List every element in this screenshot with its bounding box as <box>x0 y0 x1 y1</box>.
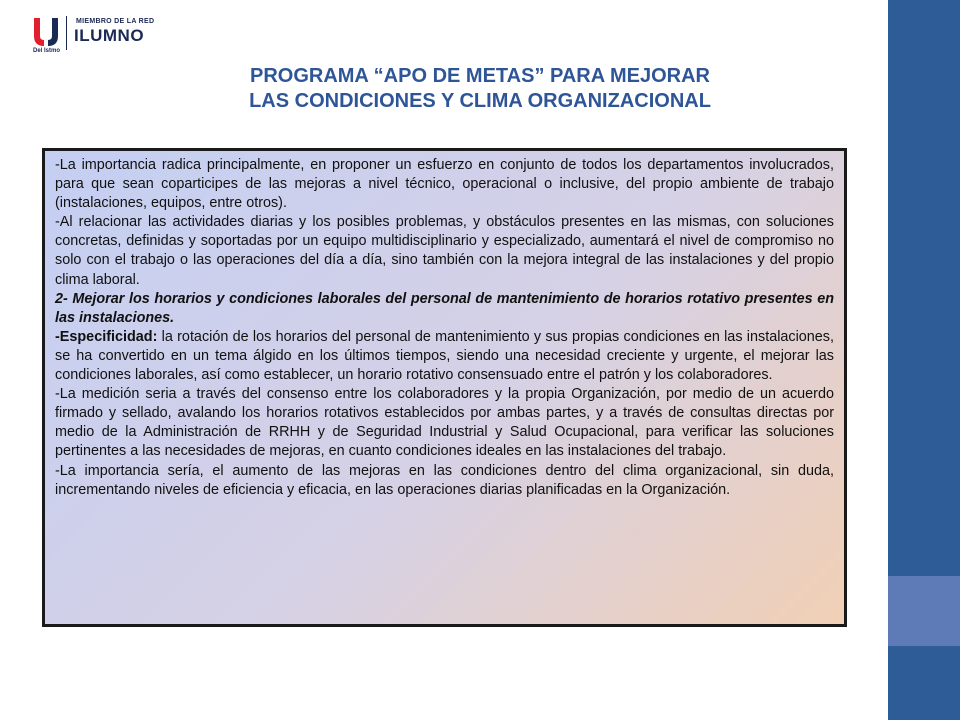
sidebar-band-bottom <box>888 646 960 720</box>
paragraph-activities: -Al relacionar las actividades diarias y los posibles problemas, y obstáculos presentes en las mismas, con soluciones concretas, definidas y soportadas por un equipo multidisciplinario y especializado, aumentará el nivel de compromiso no solo con el trabajo o las operaciones del día a día, sino también con la mejora integral de las instalaciones y del propio clima laboral. <box>55 214 834 288</box>
logo-brand: ILUMNO <box>74 26 145 45</box>
sidebar-band-accent <box>888 576 960 646</box>
specificity-text: la rotación de los horarios del personal de mantenimiento y sus propias condiciones en las instalaciones, se ha convertido en un tema álgido en los últimos tiempos, siendo una necesidad creciente y urgente, el mejorar las condiciones laborales, así como establecer, un horario rotativo consensuado entre el patrón y los colaboradores. <box>55 328 834 384</box>
logo-divider <box>66 16 67 50</box>
logo-subtitle: Del Istmo <box>33 48 61 54</box>
paragraph-importance-2: -La importancia sería, el aumento de las mejoras en las condiciones dentro del clima organizacional, sin duda, incrementando niveles de eficiencia y eficacia, en las operaciones diarias planificadas en la Organización. <box>55 462 834 498</box>
paragraph-specificity <box>55 328 834 385</box>
paragraph-measurement: -La medición seria a través del consenso entre los colaboradores y la propia Organización, por medio de un acuerdo firmado y sellado, avalando los horarios rotativos establecidos por ambas partes, y a través de consultas directas por medio de la Administración de RRHH y de Seguridad Industrial y Salud Ocupacional, para verificar las soluciones pertinentes a las necesidades de mejoras, en cuanto condiciones ideales en las instalaciones del trabajo. <box>55 386 834 460</box>
content-box <box>42 148 847 627</box>
page-title-line-2: LAS CONDICIONES Y CLIMA ORGANIZACIONAL <box>249 90 711 112</box>
page-title <box>160 64 800 114</box>
page-title-line-1: PROGRAMA “APO DE METAS” PARA MEJORAR <box>249 65 711 87</box>
goal-heading: 2- Mejorar los horarios y condiciones laborales del personal de mantenimiento de horarios rotativo presentes en las instalaciones. <box>55 290 834 326</box>
specificity-label: -Especificidad: <box>55 328 158 345</box>
logo-network-label: MIEMBRO DE LA RED <box>76 18 155 25</box>
sidebar-band-top <box>888 0 960 576</box>
paragraph-importance: -La importancia radica principalmente, en proponer un esfuerzo en conjunto de todos los departamentos involucrados, para que sean coparticipes de las mejoras a nivel técnico, operacional o inclusive, del propio ambiente de trabajo (instalaciones, equipos, entre otros). <box>55 157 834 212</box>
